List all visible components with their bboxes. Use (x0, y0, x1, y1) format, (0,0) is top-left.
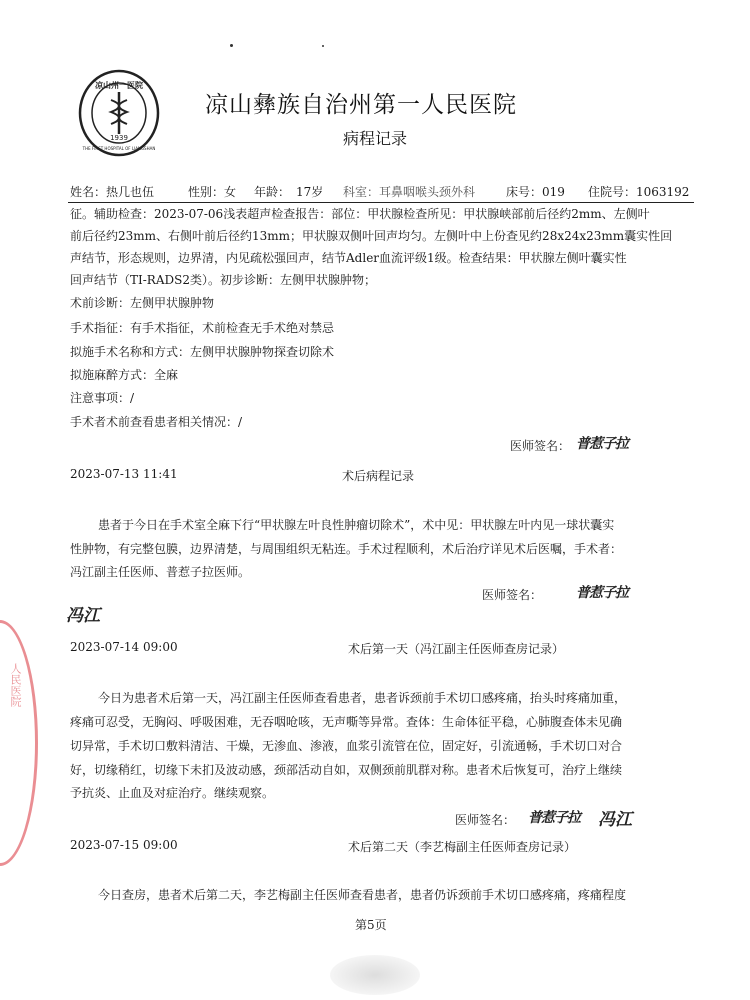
cosign-signature: 冯江 (66, 606, 100, 626)
day1-line: 好，切缘稍红，切缘下未扪及波动感，颈部活动自如，双侧颈前肌群对称。患者术后恢复可，治疗上继续 (70, 763, 623, 777)
doctor-sign-label: 医师签名： (510, 439, 571, 453)
hospital-seal (0, 620, 38, 866)
day1-line: 切异常，手术切口敷料清洁、干燥，无渗血、渗液，血浆引流管在位，固定好，引流通畅，手术切口对合 (70, 739, 623, 753)
scan-smudge (330, 955, 420, 995)
preop-line: 前后径约23mm、右侧叶前后径约13mm；甲状腺双侧叶回声均匀。左侧叶中上份查见约28x24x23mm囊实性回 (70, 229, 673, 243)
precautions: 注意事项：/ (70, 391, 135, 405)
patient-bed: 床号：019 (506, 185, 565, 199)
day2-title: 术后第二天（李艺梅副主任医师查房记录） (348, 840, 577, 854)
day1-datetime: 2023-07-14 09:00 (70, 640, 178, 654)
day1-line: 疼痛可忍受，无胸闷、呼吸困难，无吞咽呛咳，无声嘶等异常。查体：生命体征平稳，心肺腹查体未见确 (70, 715, 623, 729)
postop-line: 患者于今日在手术室全麻下行“甲状腺左叶良性肿瘤切除术”，术中见：甲状腺左叶内见一球状囊实 (98, 518, 615, 532)
planned-surgery: 拟施手术名称和方式：左侧甲状腺肿物探查切除术 (70, 345, 335, 359)
postop-line: 冯江副主任医师、普惹子拉医师。 (70, 565, 251, 579)
day1-line: 予抗炎、止血及对症治疗。继续观察。 (70, 786, 275, 800)
postop-datetime: 2023-07-13 11:41 (70, 467, 178, 481)
scan-speck (230, 44, 233, 47)
preop-line: 声结节，形态规则，边界清，内见疏松强回声，结节Adler血流评级1级。检查结果：甲状腺左侧叶囊实性 (70, 251, 627, 265)
scan-speck (322, 45, 324, 47)
hospital-logo (78, 68, 160, 158)
doctor-signature: 普惹子拉 (576, 585, 628, 601)
doctor-signature: 普惹子拉 (576, 436, 628, 452)
preop-diagnosis: 术前诊断：左侧甲状腺肿物 (70, 296, 215, 310)
postop-line: 性肿物，有完整包膜，边界清楚，与周围组织无粘连。手术过程顺利，术后治疗详见术后医嘱，手术者： (70, 542, 623, 556)
anesthesia-method: 拟施麻醉方式：全麻 (70, 368, 179, 382)
svg-text:THE FIRST HOSPITAL OF LIANGSHA: THE FIRST HOSPITAL OF LIANGSHAN (82, 146, 156, 151)
doctor-sign-label: 医师签名： (482, 588, 543, 602)
day1-title: 术后第一天（冯江副主任医师查房记录） (348, 642, 565, 656)
doctor-sign-label: 医师签名： (455, 813, 516, 827)
surgeon-preop-check: 手术者术前查看患者相关情况：/ (70, 415, 243, 429)
patient-department: 科室：耳鼻咽喉头颈外科 (343, 185, 476, 199)
patient-name: 姓名：热几也伍 (70, 185, 155, 199)
patient-gender: 性别：女 (188, 185, 237, 199)
cosign-signature: 冯江 (598, 810, 632, 830)
postop-title: 术后病程记录 (342, 469, 415, 483)
patient-info-bar (68, 180, 694, 203)
patient-age: 年龄： 17岁 (254, 185, 324, 199)
svg-text:1939: 1939 (110, 134, 128, 142)
preop-line: 回声结节（TI-RADS2类）。初步诊断：左侧甲状腺肿物； (70, 273, 376, 287)
svg-text:凉山州一医院: 凉山州一医院 (95, 81, 143, 90)
hospital-name: 凉山彝族自治州第一人民医院 (205, 92, 517, 118)
day1-line: 今日为患者术后第一天，冯江副主任医师查看患者，患者诉颈前手术切口感疼痛，抬头时疼痛加重， (98, 691, 627, 705)
surgery-indication: 手术指征：有手术指征，术前检查无手术绝对禁忌 (70, 321, 335, 335)
doctor-signature: 普惹子拉 (528, 810, 580, 826)
seal-text: 人民医院 (9, 663, 22, 707)
page-number: 第5页 (355, 918, 387, 932)
preop-line: 征。辅助检查：2023-07-06浅表超声检查报告：部位：甲状腺检查所见：甲状腺峡部前后径约2mm、左侧叶 (70, 207, 650, 221)
day2-datetime: 2023-07-15 09:00 (70, 838, 178, 852)
record-title: 病程记录 (343, 129, 408, 148)
admission-number: 住院号：1063192 (588, 185, 690, 199)
day2-line: 今日查房，患者术后第二天，李艺梅副主任医师查看患者，患者仍诉颈前手术切口感疼痛，疼痛程度 (98, 888, 627, 902)
